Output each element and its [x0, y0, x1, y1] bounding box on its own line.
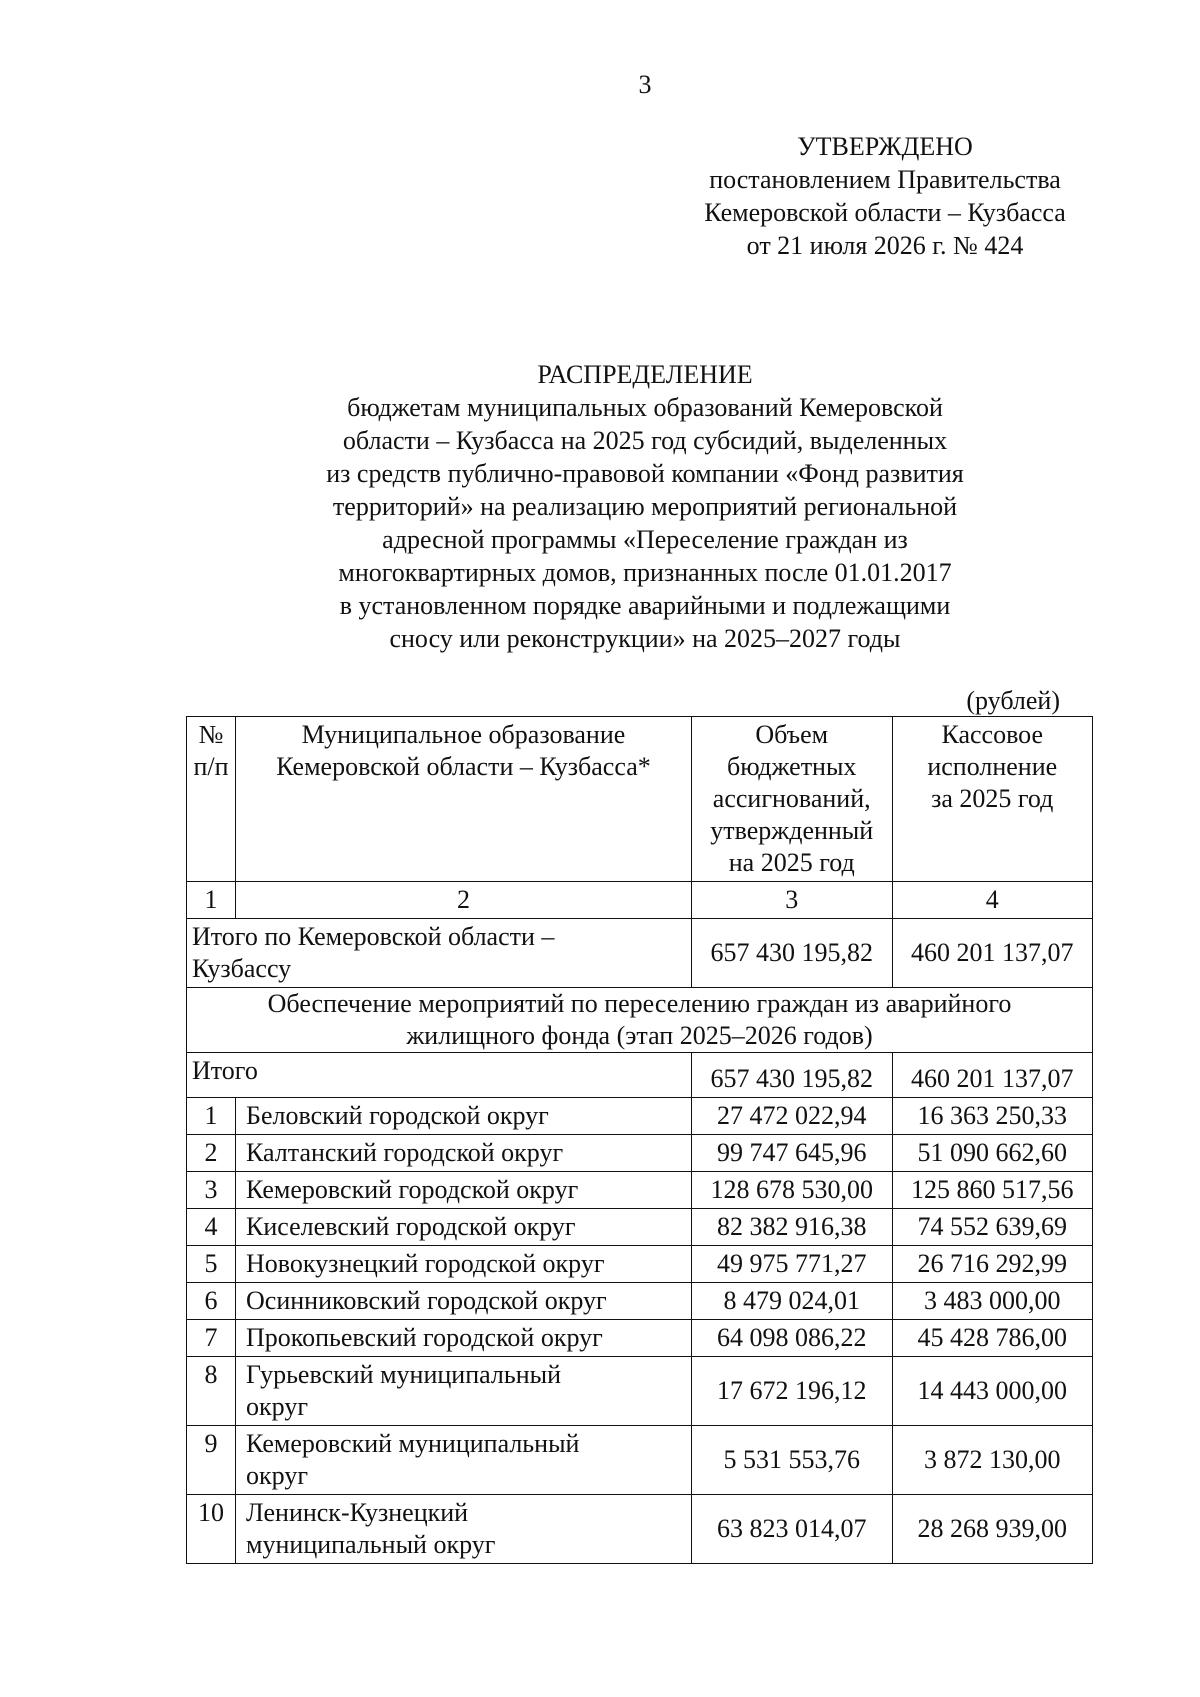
approval-block	[660, 130, 1110, 262]
section-title-row	[187, 988, 1093, 1053]
row-execution: 16 363 250,33	[892, 1098, 1092, 1135]
header-text: утвержденный	[710, 816, 874, 845]
approval-line: УТВЕРЖДЕНО	[797, 132, 973, 161]
table-header-row	[187, 717, 1093, 882]
approval-line: постановлением Правительства	[709, 165, 1061, 194]
title-line: адресной программы «Переселение граждан из	[382, 525, 908, 554]
table-row	[187, 1320, 1093, 1357]
table-row	[187, 1135, 1093, 1172]
header-text: ассигнований,	[712, 784, 871, 813]
row-municipality: Гурьевский муниципальный округ	[236, 1357, 692, 1426]
region-total-row	[187, 919, 1093, 988]
table-row	[187, 1357, 1093, 1426]
row-number: 5	[187, 1246, 236, 1283]
row-budget: 128 678 530,00	[691, 1172, 892, 1209]
row-budget: 99 747 645,96	[691, 1135, 892, 1172]
section-title: Обеспечение мероприятий по переселению граждан из аварийного жилищного фонда (этап 2025–2026 годов)	[187, 988, 1093, 1053]
table-row	[187, 1098, 1093, 1135]
row-budget: 82 382 916,38	[691, 1209, 892, 1246]
row-municipality: Киселевский городской округ	[236, 1209, 692, 1246]
row-budget: 27 472 022,94	[691, 1098, 892, 1135]
row-budget: 8 479 024,01	[691, 1283, 892, 1320]
header-text: Кемеровской области – Кузбасса*	[276, 752, 651, 781]
section-total-label: Итого	[187, 1053, 692, 1098]
section-total-row	[187, 1053, 1093, 1098]
title-line: в установленном порядке аварийными и подлежащими	[339, 591, 951, 620]
row-municipality: Новокузнецкий городской округ	[236, 1246, 692, 1283]
approval-line: от 21 июля 2026 г. № 424	[746, 231, 1024, 260]
approval-line: Кемеровской области – Кузбасса	[704, 198, 1066, 227]
row-execution: 74 552 639,69	[892, 1209, 1092, 1246]
row-execution: 3 483 000,00	[892, 1283, 1092, 1320]
title-line: сносу или реконструкции» на 2025–2027 годы	[389, 624, 901, 653]
header-text: на 2025 год	[728, 848, 855, 877]
table-row	[187, 1426, 1093, 1495]
column-number: 4	[892, 882, 1092, 919]
column-number: 2	[236, 882, 692, 919]
header-col-number	[187, 717, 236, 882]
title-line: территорий» на реализацию мероприятий региональной	[332, 492, 958, 521]
row-number: 1	[187, 1098, 236, 1135]
column-number: 3	[691, 882, 892, 919]
table-row	[187, 1495, 1093, 1564]
table-row	[187, 1172, 1093, 1209]
row-execution: 45 428 786,00	[892, 1320, 1092, 1357]
row-municipality: Кемеровский муниципальный округ	[236, 1426, 692, 1495]
region-total-execution: 460 201 137,07	[892, 919, 1092, 988]
row-budget: 17 672 196,12	[691, 1357, 892, 1426]
header-col-municipality	[236, 717, 692, 882]
row-budget: 64 098 086,22	[691, 1320, 892, 1357]
row-execution: 3 872 130,00	[892, 1426, 1092, 1495]
row-number: 6	[187, 1283, 236, 1320]
row-municipality: Осинниковский городской округ	[236, 1283, 692, 1320]
row-budget: 63 823 014,07	[691, 1495, 892, 1564]
row-number: 10	[187, 1495, 236, 1564]
row-number: 2	[187, 1135, 236, 1172]
header-text: Муниципальное образование	[301, 720, 626, 749]
header-text: Объем	[755, 720, 829, 749]
header-col-budget	[691, 717, 892, 882]
column-number-row	[187, 882, 1093, 919]
row-number: 8	[187, 1357, 236, 1426]
region-total-label: Итого по Кемеровской области – Кузбассу	[187, 919, 692, 988]
title-heading: РАСПРЕДЕЛЕНИЕ	[537, 360, 753, 389]
row-municipality: Ленинск-Кузнецкий муниципальный округ	[236, 1495, 692, 1564]
header-text: п/п	[193, 752, 229, 781]
page-number: 3	[638, 70, 652, 99]
document-title	[200, 358, 1090, 655]
units-label: (рублей)	[966, 686, 1060, 715]
header-text: бюджетных	[726, 752, 857, 781]
section-total-execution: 460 201 137,07	[892, 1053, 1092, 1098]
title-line: бюджетам муниципальных образований Кемеровской	[347, 393, 943, 422]
row-municipality: Калтанский городской округ	[236, 1135, 692, 1172]
region-total-budget: 657 430 195,82	[691, 919, 892, 988]
header-text: №	[198, 720, 224, 749]
row-municipality: Кемеровский городской округ	[236, 1172, 692, 1209]
row-municipality: Беловский городской округ	[236, 1098, 692, 1135]
table-row	[187, 1283, 1093, 1320]
table-row	[187, 1246, 1093, 1283]
row-execution: 14 443 000,00	[892, 1357, 1092, 1426]
header-text: Кассовое	[941, 720, 1044, 749]
row-number: 9	[187, 1426, 236, 1495]
row-number: 4	[187, 1209, 236, 1246]
row-execution: 125 860 517,56	[892, 1172, 1092, 1209]
column-number: 1	[187, 882, 236, 919]
title-line: многоквартирных домов, признанных после 01.01.2017	[338, 558, 952, 587]
row-number: 3	[187, 1172, 236, 1209]
budget-table	[186, 716, 1093, 1564]
title-line: из средств публично-правовой компании «Фонд развития	[326, 459, 964, 488]
row-execution: 28 268 939,00	[892, 1495, 1092, 1564]
row-number: 7	[187, 1320, 236, 1357]
row-budget: 49 975 771,27	[691, 1246, 892, 1283]
header-col-execution	[892, 717, 1092, 882]
title-line: области – Кузбасса на 2025 год субсидий, выделенных	[342, 426, 948, 455]
row-municipality: Прокопьевский городской округ	[236, 1320, 692, 1357]
header-text: за 2025 год	[931, 784, 1054, 813]
section-total-budget: 657 430 195,82	[691, 1053, 892, 1098]
header-text: исполнение	[927, 752, 1058, 781]
table-row	[187, 1209, 1093, 1246]
row-execution: 26 716 292,99	[892, 1246, 1092, 1283]
row-execution: 51 090 662,60	[892, 1135, 1092, 1172]
row-budget: 5 531 553,76	[691, 1426, 892, 1495]
